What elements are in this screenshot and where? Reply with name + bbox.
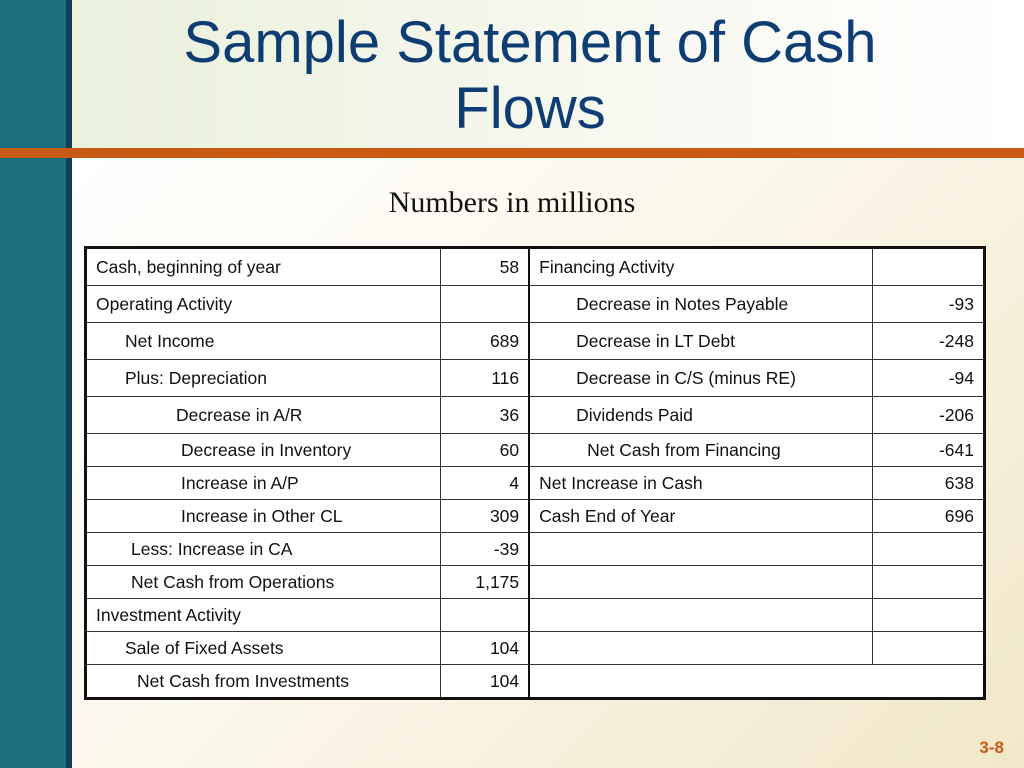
- right-label-cell: Decrease in C/S (minus RE): [529, 360, 872, 397]
- right-label-cell: Cash End of Year: [529, 500, 872, 533]
- right-value-cell: -94: [873, 360, 985, 397]
- table-row: [86, 360, 985, 397]
- right-label-cell: [529, 599, 872, 632]
- right-label-cell: [529, 533, 872, 566]
- left-value-cell: 104: [441, 665, 529, 699]
- right-value-cell: [873, 599, 985, 632]
- right-label-cell: Dividends Paid: [529, 397, 872, 434]
- left-value-cell: 4: [441, 467, 529, 500]
- left-accent-bar: [0, 0, 66, 768]
- right-value-cell: [873, 248, 985, 286]
- right-label-cell: Decrease in LT Debt: [529, 323, 872, 360]
- table-row: [86, 434, 985, 467]
- slide-title: Sample Statement of Cash Flows: [183, 10, 877, 141]
- right-label-cell: Decrease in Notes Payable: [529, 286, 872, 323]
- right-empty-cell: [529, 665, 984, 699]
- left-value-cell: -39: [441, 533, 529, 566]
- right-label-cell: [529, 632, 872, 665]
- right-value-cell: -93: [873, 286, 985, 323]
- right-value-cell: -248: [873, 323, 985, 360]
- left-label-cell: Net Cash from Operations: [86, 566, 441, 599]
- left-value-cell: 1,175: [441, 566, 529, 599]
- left-label-cell: Increase in A/P: [86, 467, 441, 500]
- left-label-cell: Operating Activity: [86, 286, 441, 323]
- left-label-cell: Decrease in Inventory: [86, 434, 441, 467]
- right-value-cell: -641: [873, 434, 985, 467]
- left-value-cell: 58: [441, 248, 529, 286]
- page-number: 3-8: [979, 738, 1004, 757]
- left-value-cell: 689: [441, 323, 529, 360]
- table-row: [86, 397, 985, 434]
- right-value-cell: -206: [873, 397, 985, 434]
- table-row: [86, 248, 985, 286]
- left-value-cell: 309: [441, 500, 529, 533]
- left-label-cell: Plus: Depreciation: [86, 360, 441, 397]
- table-row: [86, 323, 985, 360]
- table-row: [86, 286, 985, 323]
- left-label-cell: Cash, beginning of year: [86, 248, 441, 286]
- table-row: [86, 533, 985, 566]
- table-row: [86, 599, 985, 632]
- right-label-cell: Net Increase in Cash: [529, 467, 872, 500]
- title-divider-rule: [0, 148, 1024, 158]
- table-row: [86, 566, 985, 599]
- left-label-cell: Sale of Fixed Assets: [86, 632, 441, 665]
- table-row: [86, 632, 985, 665]
- left-value-cell: 36: [441, 397, 529, 434]
- left-value-cell: 104: [441, 632, 529, 665]
- right-value-cell: 638: [873, 467, 985, 500]
- right-value-cell: [873, 566, 985, 599]
- table-row: [86, 467, 985, 500]
- right-label-cell: [529, 566, 872, 599]
- left-label-cell: Decrease in A/R: [86, 397, 441, 434]
- table-row: [86, 500, 985, 533]
- right-value-cell: [873, 632, 985, 665]
- left-value-cell: 60: [441, 434, 529, 467]
- left-value-cell: [441, 599, 529, 632]
- cash-flow-table: [84, 246, 986, 700]
- right-value-cell: 696: [873, 500, 985, 533]
- left-label-cell: Increase in Other CL: [86, 500, 441, 533]
- right-label-cell: Net Cash from Financing: [529, 434, 872, 467]
- left-label-cell: Investment Activity: [86, 599, 441, 632]
- left-label-cell: Less: Increase in CA: [86, 533, 441, 566]
- right-value-cell: [873, 533, 985, 566]
- left-label-cell: Net Income: [86, 323, 441, 360]
- left-label-cell: Net Cash from Investments: [86, 665, 441, 699]
- left-value-cell: [441, 286, 529, 323]
- slide-subtitle: Numbers in millions: [388, 186, 636, 219]
- left-value-cell: 116: [441, 360, 529, 397]
- right-label-cell: Financing Activity: [529, 248, 872, 286]
- table-row: [86, 665, 985, 699]
